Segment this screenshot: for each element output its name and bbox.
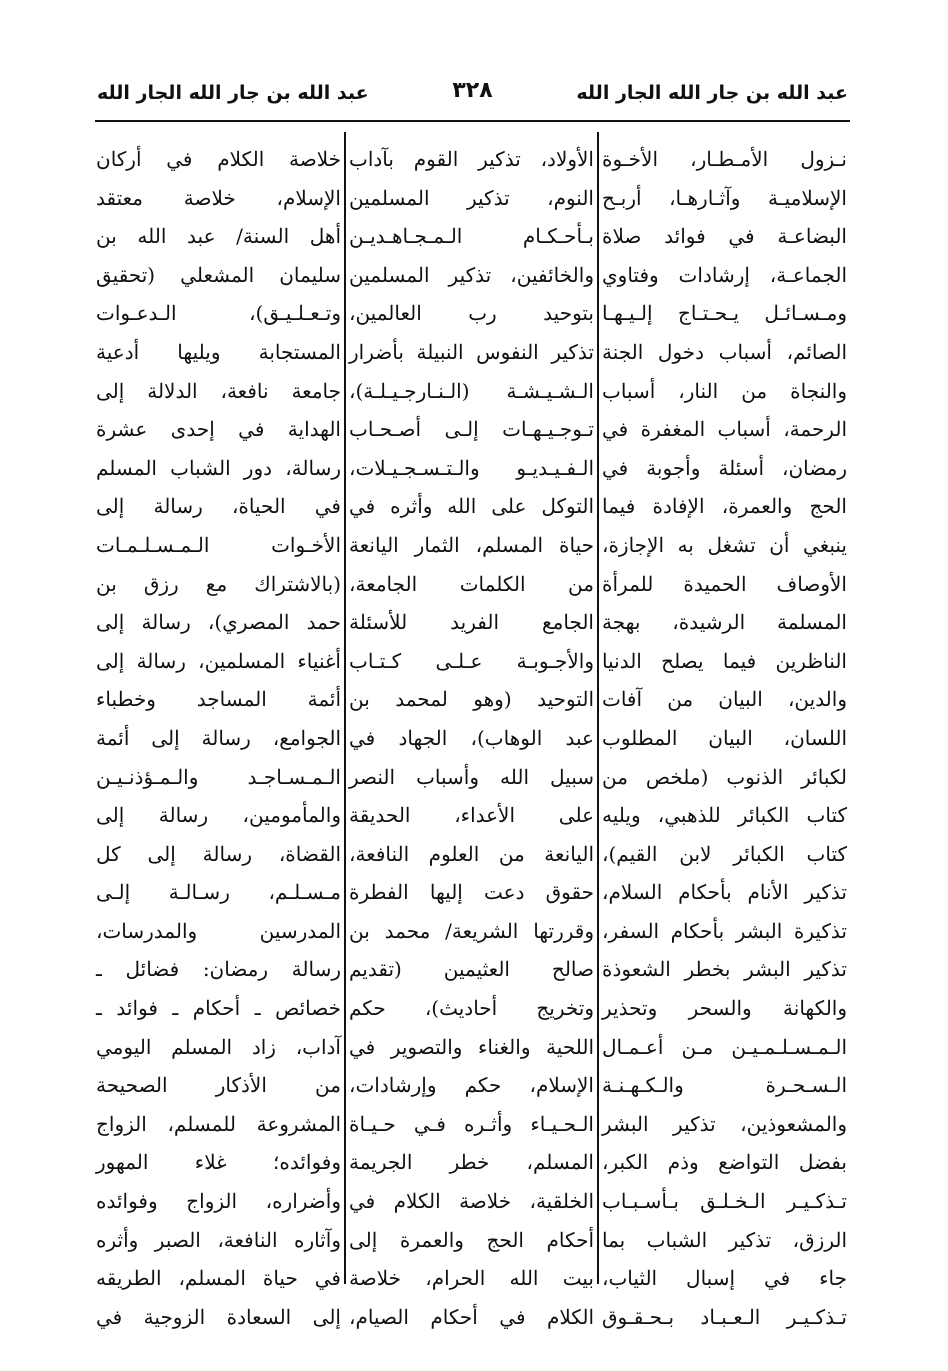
text-column-middle [349, 140, 594, 1329]
text-line: إلى السعادة الزوجية في [96, 1304, 341, 1329]
text-line: المستجابة ويليها أدعية [96, 339, 341, 364]
text-line: خلاصة الكلام في أركان [96, 147, 341, 171]
text-line: صالح العثيمين (تقديم [349, 957, 594, 982]
text-line: الصائم، أسباب دخول الجنة [602, 339, 847, 364]
column-divider-left [344, 132, 346, 1284]
text-line: الأخـوات الـمـسـلـمـات [96, 532, 341, 557]
text-line: وآثاره النافعة، الصبر وأثره [96, 1227, 341, 1252]
text-line: بفضل التواضع وذم الكبر، [602, 1150, 847, 1175]
text-line: الخلقية، خلاصة الكلام في [349, 1189, 594, 1214]
text-line: تـذكـيـر الـخـلـق بـأسـبـاب [602, 1189, 847, 1214]
text-line: بـأحـكـام الـمـجـاهـديـن [349, 224, 594, 249]
text-line: تذكير الأنام بأحكام السلام، [602, 880, 847, 905]
text-line: الـشـيـشـة (الـنـارجـيـلـة)، [349, 378, 594, 403]
text-line: الأوصاف الحميدة للمرأة [602, 571, 847, 596]
header-author-right: عبد الله بن جار الله الجار الله [576, 82, 848, 104]
text-line: الـسـحـرة والـكـهـنـة [602, 1073, 847, 1098]
text-line: نـزول الأمـطـار، الأخـوة [602, 147, 847, 171]
text-line: الناظرين فيما يصلح الدنيا [602, 648, 847, 673]
text-line: والخائفين، تذكير المسلمين [349, 262, 594, 287]
text-line: تذكير النفوس النبيلة بأضرار [349, 339, 594, 364]
text-line: أئمة المساجد وخطباء [96, 687, 341, 712]
text-line: تذكير البشر بخطر الشعوذة [602, 957, 847, 982]
text-line: الجامع الفريد للأسئلة [349, 610, 594, 635]
text-line: النوم، تذكير المسلمين [349, 185, 594, 210]
text-line: وقررتها الشريعة/ محمد بن [349, 918, 594, 943]
text-line: والدين، البيان من آفات [602, 687, 847, 712]
text-line: الإسلام، حكم وإرشادات، [349, 1073, 594, 1098]
text-line: الرزق، تذكير الشباب بما [602, 1227, 847, 1252]
text-line: الهداية في إحدى عشرة [96, 417, 341, 442]
text-line: كتاب الكبائر لابن القيم)، [602, 841, 847, 866]
column-divider-right [597, 132, 599, 1284]
text-line: التوكل على الله وأثره في [349, 494, 594, 519]
text-line: سليمان المشعلي (تحقيق [96, 262, 341, 287]
text-line: ينبغي أن تشغل به الإجازة، [602, 532, 847, 557]
header-rule [95, 120, 850, 122]
text-line: والأجـوبـة عـلـى كـتـاب [349, 648, 594, 673]
text-line: رمضان، أسئلة وأجوبة في [602, 455, 847, 480]
text-line: الـحـيـاء وأثـره فـي حـيـاة [349, 1111, 594, 1136]
text-line: الـمـسـلـمـيـن مـن أعـمـال [602, 1034, 847, 1059]
text-line: وتـعـلـيـق)، الـدعـوات [96, 301, 341, 326]
text-line: المسلمة الرشيدة، بهجة [602, 610, 847, 635]
text-line: خصائص ـ أحكام ـ فوائد ـ [96, 996, 341, 1021]
text-line: بيت الله الحرام، خلاصة [349, 1266, 594, 1291]
text-line: أهل السنة/ عبد الله بن [96, 224, 341, 249]
text-line: المشروعة للمسلم، الزواج [96, 1111, 341, 1136]
text-line: حياة المسلم، الثمار اليانعة [349, 532, 594, 557]
text-line: رسالة رمضان: فضائل ـ [96, 957, 341, 982]
text-line: سبيل الله وأسباب النصر [349, 764, 594, 789]
text-line: اللسان، البيان المطلوب [602, 725, 847, 750]
text-line: الحج والعمرة، الإفادة فيما [602, 494, 847, 519]
text-line: الـمـسـاجـد والـمـؤذنـيـن [96, 764, 341, 789]
header-author-left: عبد الله بن جار الله الجار الله [97, 82, 369, 104]
text-line: من الأذكار الصحيحة [96, 1073, 341, 1098]
text-line: والكهانة والسحر وتحذير [602, 996, 847, 1021]
text-line: وأضراره، الزواج وفوائده [96, 1189, 341, 1214]
text-line: جاء في إسبال الثياب، [602, 1266, 847, 1291]
text-line: الجماعـة، إرشادات وفتاوي [602, 262, 847, 287]
text-line: البضاعـة في فوائد صلاة [602, 224, 847, 249]
text-line: (بالاشتراك مع رزق بن [96, 571, 341, 596]
text-line: القضاة، رسالة إلى كل [96, 841, 341, 866]
text-line: الكلام في أحكام الصيام، [349, 1304, 594, 1329]
text-line: الـفـيـديـو والـتـسـجـيـلات، [349, 455, 594, 480]
text-line: في حياة المسلم، الطريقه [96, 1266, 341, 1291]
text-line: الإسلاميـة وآثـارهـا، أربـح [602, 185, 847, 210]
text-line: من الكلمات الجامعة، [349, 571, 594, 596]
text-line: كتاب الكبائر للذهبي، ويليه [602, 803, 847, 828]
text-line: والنجاة من النار، أسباب [602, 378, 847, 403]
text-line: الرحمة، أسباب المغفرة في [602, 417, 847, 442]
text-line: آداب، زاد المسلم اليومي [96, 1034, 341, 1059]
text-line: أحكام الحج والعمرة إلى [349, 1227, 594, 1252]
text-line: حقوق دعت إليها الفطرة [349, 880, 594, 905]
text-line: المدرسين والمدرسات، [96, 918, 341, 943]
text-line: عبد الوهاب)، الجهاد في [349, 725, 594, 750]
page-number: ٣٢٨ [452, 78, 493, 103]
text-line: الإسلام، خلاصة معتقد [96, 185, 341, 210]
text-line: الأولاد، تذكير القوم بآداب [349, 147, 594, 171]
text-line: الجوامع، رسالة إلى أئمة [96, 725, 341, 750]
text-line: والمشعوذين، تذكير البشر [602, 1111, 847, 1136]
text-line: ومـسـائـل يـحـتـاج إلـيـهـا [602, 301, 847, 326]
text-line: تـذكـيـر الـعـبـاد بـحـقـوق [602, 1304, 847, 1329]
text-line: أغنياء المسلمين، رسالة إلى [96, 648, 341, 673]
text-line: جامعة نافعة، الدلالة إلى [96, 378, 341, 403]
text-line: وفوائده؛ غلاء المهور [96, 1150, 341, 1175]
page-header [95, 74, 850, 114]
text-line: اللحية والغناء والتصوير في [349, 1034, 594, 1059]
text-line: والمأمومين، رسالة إلى [96, 803, 341, 828]
text-column-left [96, 140, 341, 1329]
text-line: اليانعة من العلوم النافعة، [349, 841, 594, 866]
text-line: تـوجـيـهـات إلـى أصـحـاب [349, 417, 594, 442]
text-line: في الحياة، رسالة إلى [96, 494, 341, 519]
text-line: مـسـلـم، رسـالـة إلـى [96, 880, 341, 905]
text-line: التوحيد (وهو لمحمد بن [349, 687, 594, 712]
text-line: رسالة، دور الشباب المسلم [96, 455, 341, 480]
text-line: وتخريج أحاديث)، حكم [349, 996, 594, 1021]
text-line: لكبائر الذنوب (ملخص من [602, 764, 847, 789]
text-line: بتوحيد رب العالمين، [349, 301, 594, 326]
text-line: على الأعداء، الحديقة [349, 803, 594, 828]
text-line: تذكيرة البشر بأحكام السفر، [602, 918, 847, 943]
text-line: حمد المصري)، رسالة إلى [96, 610, 341, 635]
text-line: المسلم، خطر الجريمة [349, 1150, 594, 1175]
text-column-right [602, 140, 847, 1329]
